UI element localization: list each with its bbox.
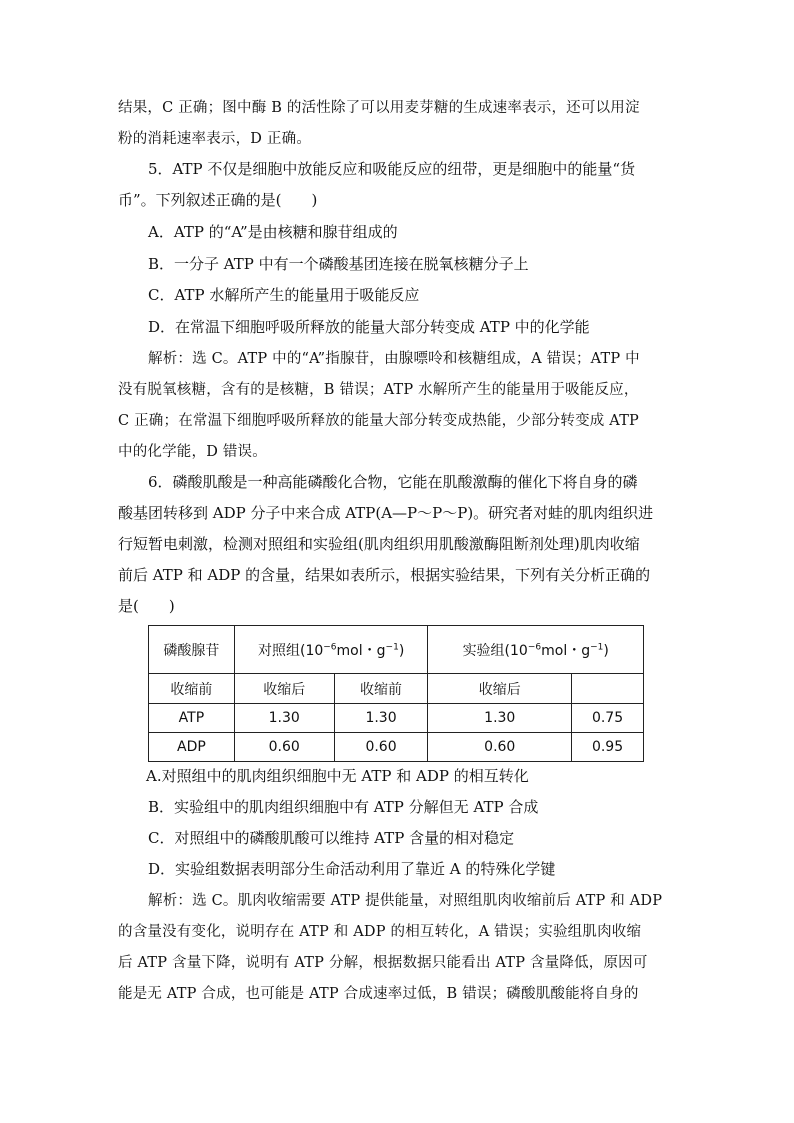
question-6-option-c: C．对照组中的磷酸肌酸可以维持 ATP 含量的相对稳定 <box>148 829 515 847</box>
question-5-analysis: 没有脱氧核糖，含有的是核糖，B 错误；ATP 水解所产生的能量用于吸能反应， <box>118 382 639 398</box>
table-cell: 0.60 <box>334 733 428 762</box>
table-header-phosphate: 磷酸腺苷 <box>149 626 235 674</box>
table-subheader-cell <box>572 674 644 704</box>
table-cell: 0.60 <box>234 733 334 762</box>
question-6-analysis: 能是无 ATP 合成，也可能是 ATP 合成速率过低，B 错误；磷酸肌酸能将自身的 <box>118 986 639 1002</box>
question-6-stem: 酸基团转移到 ADP 分子中来合成 ATP(A—P～P～P)。研究者对蛙的肌肉组织进 <box>118 504 654 522</box>
results-table <box>148 625 644 761</box>
question-5-stem: 5．ATP 不仅是细胞中放能反应和吸能反应的纽带，更是细胞中的能量“货 <box>148 160 636 178</box>
table-cell: 1.30 <box>334 704 428 733</box>
question-5-analysis: 中的化学能，D 错误。 <box>118 444 267 460</box>
question-5-option-d: D．在常温下细胞呼吸所释放的能量大部分转变成 ATP 中的化学能 <box>148 318 590 336</box>
text-line: 粉的消耗速率表示，D 正确。 <box>118 131 312 147</box>
question-6-stem: 行短暂电刺激，检测对照组和实验组(肌肉组织用肌酸激酶阻断剂处理)肌肉收缩 <box>118 535 640 553</box>
question-6-stem: 是( ) <box>118 597 175 615</box>
question-5-analysis: C 正确；在常温下细胞呼吸所释放的能量大部分转变成热能，少部分转变成 ATP <box>118 413 640 429</box>
question-5-option-b: B．一分子 ATP 中有一个磷酸基团连接在脱氧核糖分子上 <box>148 255 529 273</box>
question-5-option-a: A．ATP 的“A”是由核糖和腺苷组成的 <box>148 223 398 241</box>
question-6-analysis: 后 ATP 含量下降，说明有 ATP 分解，根据数据只能看出 ATP 含量降低，原因可 <box>118 955 648 971</box>
table-row-label: ADP <box>149 733 235 762</box>
question-6-option-a: A.对照组中的肌肉组织细胞中无 ATP 和 ADP 的相互转化 <box>146 767 529 785</box>
question-6-option-d: D．实验组数据表明部分生命活动利用了靠近 A 的特殊化学键 <box>148 860 556 878</box>
table-subheader-cell: 收缩前 <box>334 674 428 704</box>
table-subheader-cell: 收缩后 <box>428 674 572 704</box>
table-cell: 1.30 <box>234 704 334 733</box>
table-cell: 0.75 <box>572 704 644 733</box>
question-6-analysis: 的含量没有变化，说明存在 ATP 和 ADP 的相互转化，A 错误；实验组肌肉收缩 <box>118 924 642 940</box>
question-5-analysis: 解析：选 C。ATP 中的“A”指腺苷，由腺嘌呤和核糖组成，A 错误；ATP 中 <box>148 351 640 367</box>
table-subheader-cell: 收缩后 <box>234 674 334 704</box>
table-cell: 0.60 <box>428 733 572 762</box>
table-subheader-row <box>149 674 644 704</box>
question-5-stem: 币”。下列叙述正确的是( ) <box>118 191 318 209</box>
table-header-control: 对照组($10^{-6}mol$・$g^{-1}$) <box>234 626 428 674</box>
question-6-option-b: B．实验组中的肌肉组织细胞中有 ATP 分解但无 ATP 合成 <box>148 798 539 816</box>
question-5-option-c: C．ATP 水解所产生的能量用于吸能反应 <box>148 286 420 304</box>
table-row <box>149 733 644 762</box>
text-line: 结果，C 正确；图中酶 B 的活性除了可以用麦芽糖的生成速率表示，还可以用淀 <box>118 100 640 116</box>
table-cell: 1.30 <box>428 704 572 733</box>
table-row-label: ATP <box>149 704 235 733</box>
table-cell: 0.95 <box>572 733 644 762</box>
question-6-stem: 6．磷酸肌酸是一种高能磷酸化合物，它能在肌酸激酶的催化下将自身的磷 <box>148 473 638 491</box>
table-header-experimental: 实验组($10^{-6}mol$・$g^{-1}$) <box>428 626 644 674</box>
table-row <box>149 704 644 733</box>
table-subheader-cell: 收缩前 <box>149 674 235 704</box>
question-6-analysis: 解析：选 C。肌肉收缩需要 ATP 提供能量，对照组肌肉收缩前后 ATP 和 ADP <box>148 893 663 909</box>
question-6-stem: 前后 ATP 和 ADP 的含量，结果如表所示，根据实验结果，下列有关分析正确的 <box>118 566 651 584</box>
